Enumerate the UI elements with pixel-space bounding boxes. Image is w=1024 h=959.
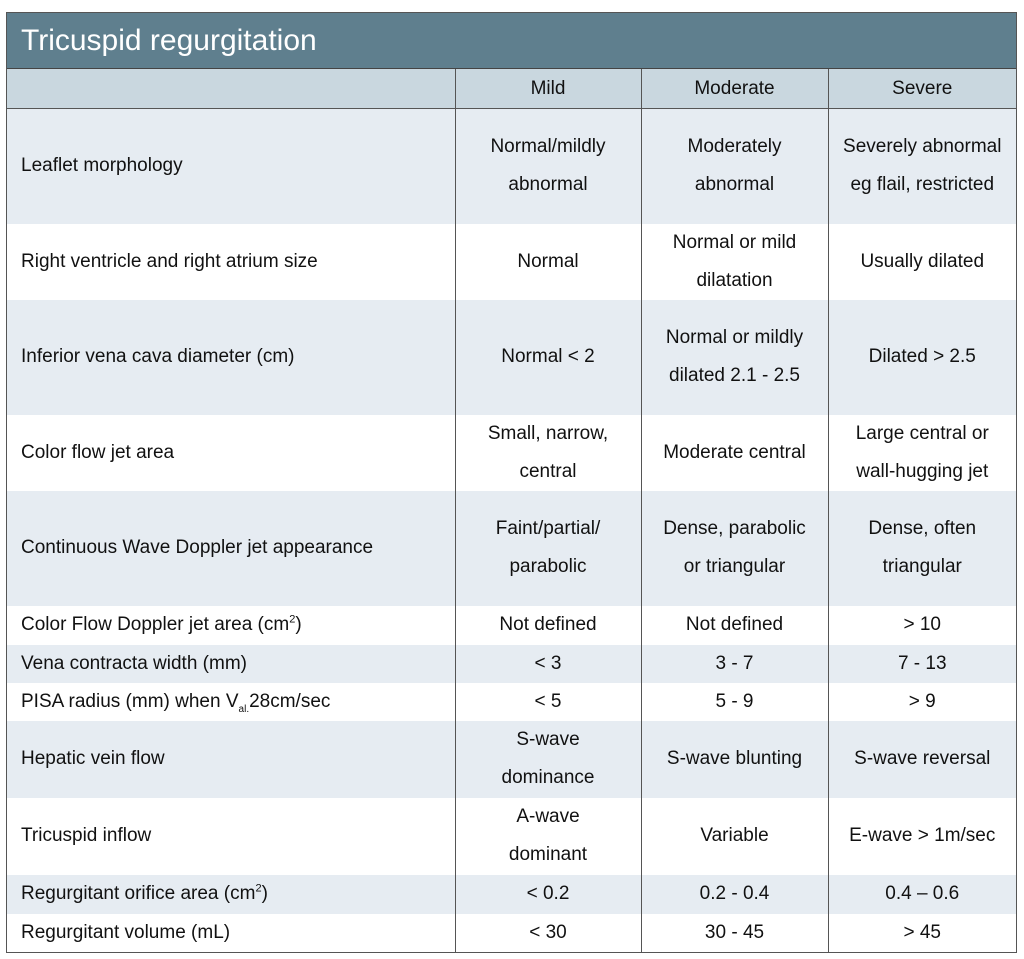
row-label [7,224,455,300]
cell-mild-text: Normal/mildly abnormal [490,136,606,196]
table-row [7,224,1016,300]
cell-severe-text: > 10 [903,614,941,635]
table-row [7,415,1016,491]
cell-severe-text: E-wave > 1m/sec [849,825,996,846]
table-row [7,300,1016,415]
row-label-text: Right ventricle and right atrium size [21,250,318,272]
row-label-text: Regurgitant volume (mL) [21,921,231,943]
cell-severe [828,683,1016,721]
cell-moderate [641,415,828,491]
row-label-text: PISA radius (mm) when V [21,690,239,712]
header-moderate: Moderate [641,69,828,109]
cell-moderate-text: Moderately abnormal [687,136,782,196]
row-label [7,721,455,798]
cell-mild [455,645,641,683]
cell-mild [455,224,641,300]
cell-severe-text: Dense, often triangular [868,518,977,577]
cell-mild-text: Not defined [499,614,597,635]
cell-mild [455,491,641,606]
cell-moderate-text: Not defined [685,614,784,635]
row-label-text: Color Flow Doppler jet area (cm [21,614,290,635]
table-row [7,721,1016,798]
cell-severe [828,875,1016,914]
cell-moderate-text: 0.2 - 0.4 [699,883,770,904]
cell-severe [828,914,1016,952]
cell-moderate-text: Normal or mildly dilated 2.1 - 2.5 [665,327,804,386]
cell-mild-text: < 0.2 [526,883,570,904]
cell-mild [455,300,641,415]
cell-mild-text: Normal < 2 [501,346,595,367]
cell-moderate [641,491,828,606]
cell-severe-text: 0.4 – 0.6 [885,883,960,904]
row-label-suffix: 28cm/sec [249,690,331,712]
row-label [7,109,455,224]
row-label-text: Tricuspid inflow [21,825,152,846]
header-parameter [7,69,455,109]
row-label [7,491,455,606]
row-label [7,300,455,415]
row-label-text: Leaflet morphology [21,155,183,177]
cell-mild-text: S-wave dominance [501,729,595,788]
cell-mild [455,109,641,224]
cell-moderate-text: 3 - 7 [715,652,754,674]
table-title: Tricuspid regurgitation [7,13,1016,69]
cell-moderate [641,683,828,721]
cell-mild [455,798,641,875]
cell-mild-text: A-wave dominant [508,806,588,865]
header-row [7,69,1016,109]
table-row [7,914,1016,952]
cell-severe-text: S-wave reversal [854,748,991,769]
row-label-subscript: al. [238,703,250,715]
table-row [7,109,1016,224]
cell-moderate [641,224,828,300]
row-label-text: Color flow jet area [21,441,175,463]
header-severe: Severe [828,69,1016,109]
severity-table [7,69,1016,952]
cell-moderate [641,798,828,875]
row-label-text: Hepatic vein flow [21,748,165,769]
cell-mild [455,683,641,721]
cell-mild-text: < 3 [534,652,562,674]
row-label-superscript: 2 [255,882,262,895]
cell-severe [828,645,1016,683]
table-row [7,683,1016,721]
row-label-suffix: ) [295,614,302,635]
cell-moderate-text: Normal or mild dilatation [672,231,797,291]
cell-moderate-text: S-wave blunting [666,748,803,769]
cell-severe-text: 7 - 13 [897,652,947,674]
cell-moderate [641,721,828,798]
cell-severe [828,415,1016,491]
cell-mild [455,914,641,952]
row-label [7,798,455,875]
cell-mild-text: Faint/partial/ parabolic [495,518,601,577]
tr-table-panel [6,12,1017,953]
cell-severe [828,606,1016,645]
cell-moderate-text: Moderate central [663,441,806,463]
cell-severe [828,721,1016,798]
cell-moderate-text: Variable [700,825,769,846]
row-label [7,645,455,683]
cell-moderate [641,606,828,645]
row-label-text: Regurgitant orifice area (cm [21,883,256,904]
cell-mild-text: Normal [517,250,579,272]
cell-mild [455,415,641,491]
cell-severe-text: Dilated > 2.5 [868,346,976,367]
cell-severe [828,224,1016,300]
cell-severe [828,491,1016,606]
row-label [7,683,455,721]
row-label-suffix: ) [261,883,268,904]
cell-moderate [641,300,828,415]
row-label [7,914,455,952]
cell-severe-text: > 9 [908,690,936,712]
row-label [7,875,455,914]
cell-severe [828,300,1016,415]
cell-mild [455,606,641,645]
row-label [7,415,455,491]
cell-mild-text: < 5 [534,690,562,712]
cell-moderate [641,914,828,952]
cell-severe-text: Severely abnormal eg flail, restricted [843,136,1002,196]
cell-mild-text: Small, narrow, central [487,422,609,482]
table-row [7,875,1016,914]
cell-severe [828,798,1016,875]
cell-severe-text: Usually dilated [860,250,985,272]
cell-moderate-text: 5 - 9 [715,690,754,712]
cell-mild [455,875,641,914]
row-label-superscript: 2 [289,613,296,626]
table-row [7,798,1016,875]
cell-moderate [641,875,828,914]
cell-severe-text: > 45 [903,921,941,943]
cell-moderate-text: 30 - 45 [704,921,765,943]
cell-moderate [641,645,828,683]
row-label-text: Inferior vena cava diameter (cm) [21,346,295,367]
table-row [7,606,1016,645]
cell-mild-text: < 30 [529,921,567,943]
header-mild: Mild [455,69,641,109]
table-row [7,645,1016,683]
cell-severe [828,109,1016,224]
cell-severe-text: Large central or wall-hugging jet [855,422,989,482]
row-label-text: Continuous Wave Doppler jet appearance [21,537,374,558]
table-row [7,491,1016,606]
cell-moderate [641,109,828,224]
row-label [7,606,455,645]
cell-mild [455,721,641,798]
row-label-text: Vena contracta width (mm) [21,652,247,674]
cell-moderate-text: Dense, parabolic or triangular [663,518,806,577]
